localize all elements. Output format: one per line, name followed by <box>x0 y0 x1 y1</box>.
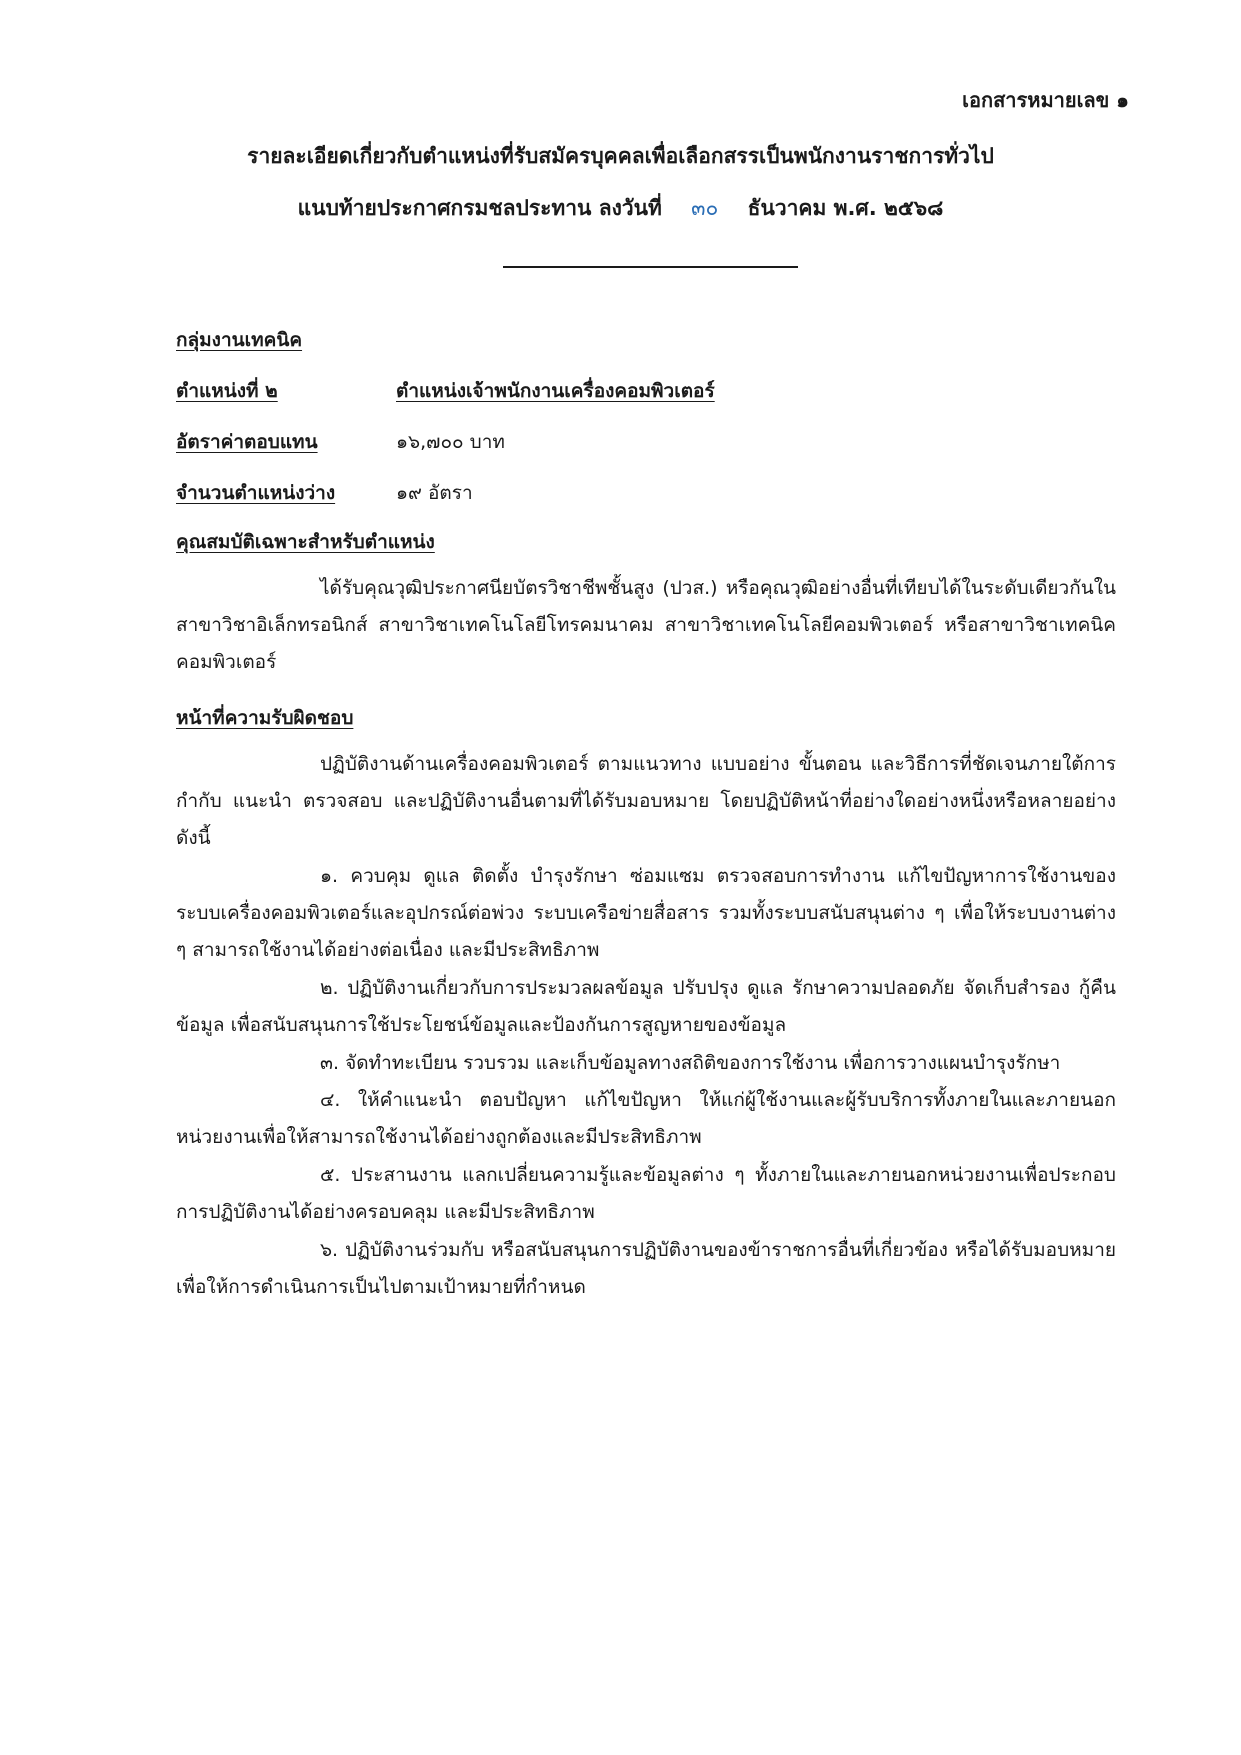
vacancy-row <box>176 478 1116 508</box>
qualification-text: ได้รับคุณวุฒิประกาศนียบัตรวิชาชีพชั้นสูง (ปวส.) หรือคุณวุฒิอย่างอื่นที่เทียบได้ในระดับเดียวกันในสาขาวิชาอิเล็กทรอนิกส์ สาขาวิชาเทคโนโลยีโทรคมนาคม สาขาวิชาเทคโนโลยีคอมพิวเตอร์ หรือสาขาวิชาเทคนิคคอมพิวเตอร์ <box>176 577 1116 673</box>
subtitle-prefix: แนบท้ายประกาศกรมชลประทาน ลงวันที่ <box>297 196 662 220</box>
duties-intro: ปฏิบัติงานด้านเครื่องคอมพิวเตอร์ ตามแนวทาง แบบอย่าง ขั้นตอน และวิธีการที่ชัดเจนภายใต้การกำกับ แนะนำ ตรวจสอบ และปฏิบัติงานอื่นตามที่ได้รับมอบหมาย โดยปฏิบัติหน้าที่อย่างใดอย่างหนึ่งหรือหลายอย่าง ดังนี้ <box>176 753 1116 849</box>
document-subtitle <box>0 192 1241 225</box>
duties-heading: หน้าที่ความรับผิดชอบ <box>176 707 354 729</box>
vacancy-label: จำนวนตำแหน่งว่าง <box>176 482 336 504</box>
group-heading: กลุ่มงานเทคนิค <box>176 329 303 351</box>
duty-item-2: ๒. ปฏิบัติงานเกี่ยวกับการประมวลผลข้อมูล ปรับปรุง ดูแล รักษาความปลอดภัย จัดเก็บสำรอง กู้คืนข้อมูล เพื่อสนับสนุนการใช้ประโยชน์ข้อมูลและป้องกันการสูญหายของข้อมูล <box>176 977 1116 1036</box>
duty-item-3: ๓. จัดทำทะเบียน รวบรวม และเก็บข้อมูลทางสถิติของการใช้งาน เพื่อการวางแผนบำรุงรักษา <box>320 1052 1061 1074</box>
salary-label: อัตราค่าตอบแทน <box>176 431 318 453</box>
position-label: ตำแหน่งที่ ๒ <box>176 380 278 402</box>
duty-item-6: ๖. ปฏิบัติงานร่วมกับ หรือสนับสนุนการปฏิบัติงานของข้าราชการอื่นที่เกี่ยวข้อง หรือได้รับมอบหมาย เพื่อให้การดำเนินการเป็นไปตามเป้าหมายที่กำหนด <box>176 1239 1116 1298</box>
title-divider <box>503 266 798 268</box>
vacancy-value: ๑๙ อัตรา <box>396 482 473 504</box>
subtitle-day: ๓๐ <box>691 196 719 220</box>
position-row <box>176 376 1116 406</box>
position-value: ตำแหน่งเจ้าพนักงานเครื่องคอมพิวเตอร์ <box>396 380 715 402</box>
duty-item-4: ๔. ให้คำแนะนำ ตอบปัญหา แก้ไขปัญหา ให้แก่ผู้ใช้งานและผู้รับบริการทั้งภายในและภายนอกหน่วยงานเพื่อให้สามารถใช้งานได้อย่างถูกต้องและมีประสิทธิภาพ <box>176 1089 1116 1148</box>
qualification-heading: คุณสมบัติเฉพาะสำหรับตำแหน่ง <box>176 531 435 553</box>
duty-item-5: ๕. ประสานงาน แลกเปลี่ยนความรู้และข้อมูลต่าง ๆ ทั้งภายในและภายนอกหน่วยงานเพื่อประกอบการปฏิบัติงานได้อย่างครอบคลุม และมีประสิทธิภาพ <box>176 1164 1116 1223</box>
document-number: เอกสารหมายเลข ๑ <box>962 88 1129 112</box>
salary-row <box>176 427 1116 457</box>
salary-value: ๑๖,๗๐๐ บาท <box>396 431 505 453</box>
duty-item-1: ๑. ควบคุม ดูแล ติดตั้ง บำรุงรักษา ซ่อมแซม ตรวจสอบการทำงาน แก้ไขปัญหาการใช้งานของระบบเครื่องคอมพิวเตอร์และอุปกรณ์ต่อพ่วง ระบบเครือข่ายสื่อสาร รวมทั้งระบบสนับสนุนต่าง ๆ เพื่อให้ระบบงานต่าง ๆ สามารถใช้งานได้อย่างต่อเนื่อง และมีประสิทธิภาพ <box>176 865 1116 961</box>
subtitle-suffix: ธันวาคม พ.ศ. ๒๕๖๘ <box>747 196 944 220</box>
document-title: รายละเอียดเกี่ยวกับตำแหน่งที่รับสมัครบุคคลเพื่อเลือกสรรเป็นพนักงานราชการทั่วไป <box>247 144 994 168</box>
